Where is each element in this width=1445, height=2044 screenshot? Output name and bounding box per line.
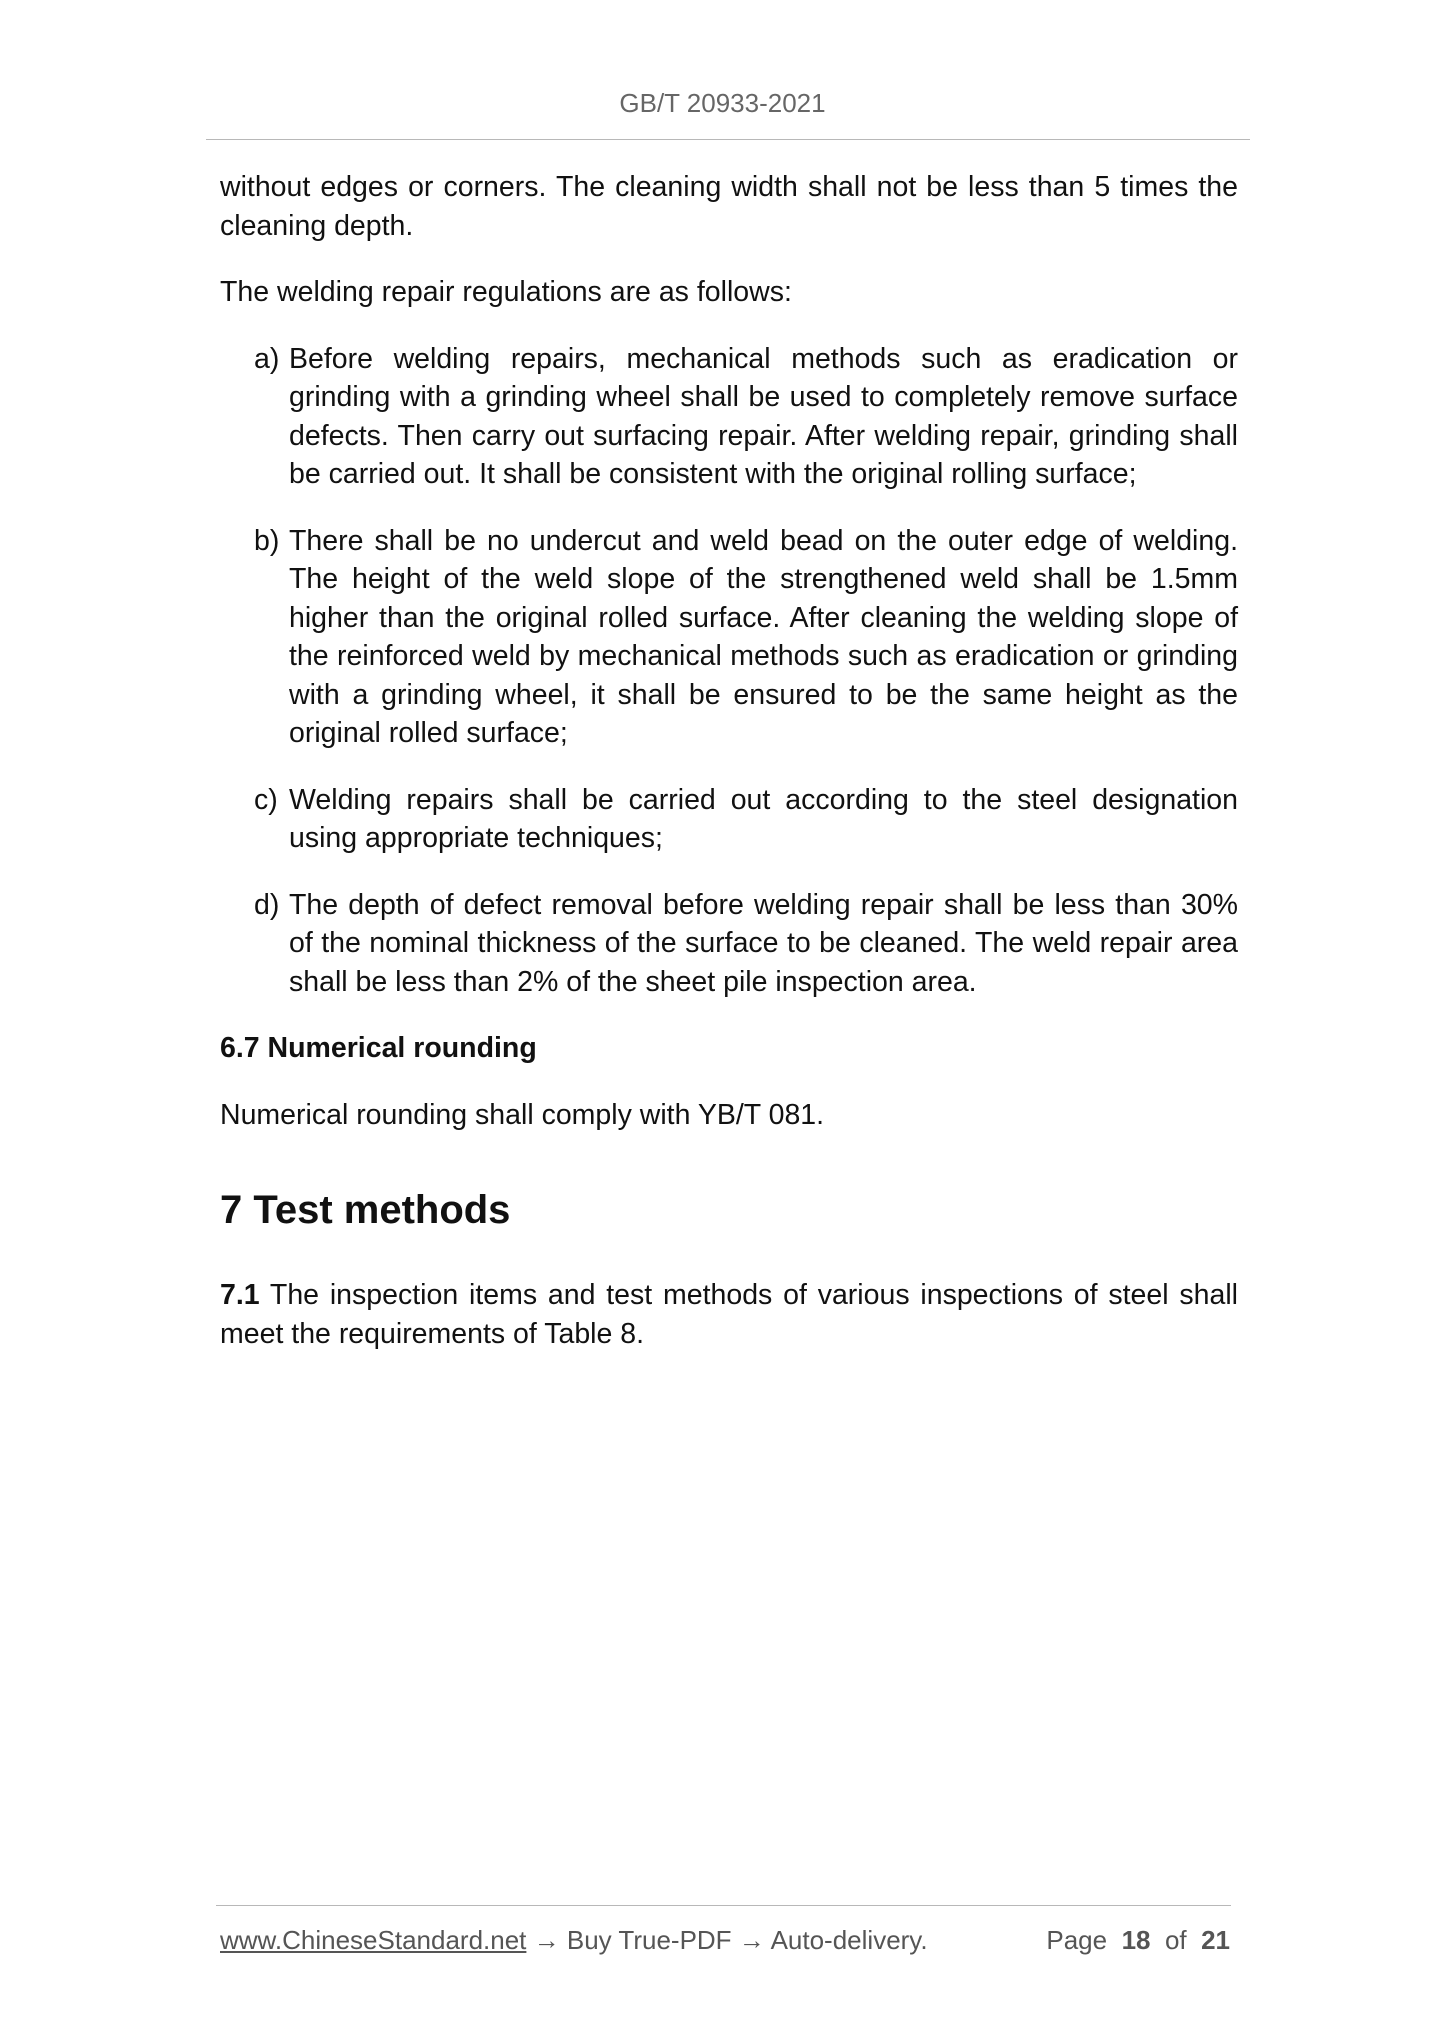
page-body [220, 168, 1238, 1353]
list-item-a [254, 340, 1238, 494]
page-label: Page [1046, 1925, 1108, 1955]
paragraph-rounding: Numerical rounding shall comply with YB/T 081. [220, 1098, 825, 1131]
list-marker: d) [254, 888, 280, 921]
clause-paragraph [220, 1276, 1238, 1353]
footer-divider [216, 1905, 1231, 1906]
list-item-b [254, 522, 1238, 753]
list-item-text: Before welding repairs, mechanical methods such as eradication or grinding with a grinding wheel shall be used to completely remove surface defects. Then carry out surfacing repair. After welding repair, grinding shall be carried out. It shall be consistent with the original rolling surface; [289, 342, 1238, 490]
footer-tagline: → Buy True-PDF → Auto-delivery. [526, 1925, 928, 1955]
page-total: 21 [1201, 1925, 1230, 1955]
clause-text: The inspection items and test methods of various inspections of steel shall meet the requirements of Table 8. [220, 1279, 1238, 1350]
list-marker: b) [254, 524, 280, 557]
section-heading: 7 Test methods [220, 1188, 511, 1232]
page-footer [220, 1925, 1230, 1956]
list-marker: c) [254, 783, 278, 816]
header-divider [206, 139, 1250, 140]
clause-number: 7.1 [220, 1279, 260, 1311]
list-marker: a) [254, 342, 280, 375]
paragraph-continuation: without edges or corners. The cleaning width shall not be less than 5 times the cleaning depth. [220, 171, 1238, 242]
document-code-header: GB/T 20933-2021 [619, 88, 826, 118]
website-link[interactable]: www.ChineseStandard.net [220, 1925, 527, 1955]
list-item-d [254, 886, 1238, 1002]
page-current: 18 [1121, 1925, 1151, 1955]
footer-left [220, 1925, 928, 1956]
page-number [1046, 1925, 1230, 1956]
list-item-text: Welding repairs shall be carried out according to the steel designation using appropriate techniques; [289, 783, 1238, 854]
list-item-c [254, 781, 1238, 858]
list-item-text: There shall be no undercut and weld bead on the outer edge of welding. The height of the weld slope of the strengthened weld shall be 1.5mm higher than the original rolled surface. After cleaning the welding slope of the reinforced weld by mechanical methods such as eradication or grinding with a grinding wheel, it shall be ensured to be the same height as the original rolled surface; [289, 524, 1238, 749]
page-of: of [1164, 1925, 1187, 1955]
paragraph-intro: The welding repair regulations are as follows: [220, 276, 792, 308]
section-subheading: 6.7 Numerical rounding [220, 1032, 537, 1064]
list-item-text: The depth of defect removal before welding repair shall be less than 30% of the nominal thickness of the surface to be cleaned. The weld repair area shall be less than 2% of the sheet pile inspection area. [289, 888, 1238, 998]
